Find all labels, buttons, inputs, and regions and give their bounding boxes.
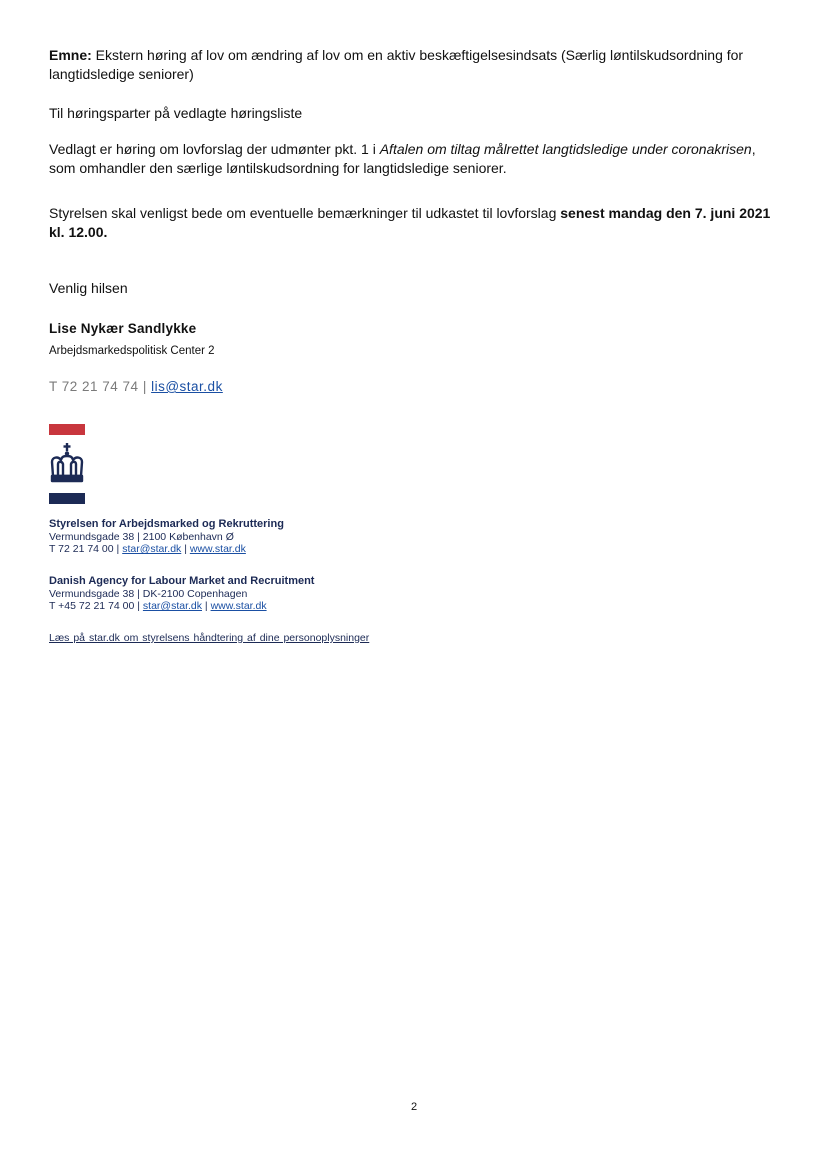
privacy-policy-link[interactable]: Læs på star.dk om styrelsens håndtering af dine personoplysninger — [49, 632, 370, 644]
agency-logo — [49, 424, 85, 504]
agency-address-english: Vermundsgade 38 | DK-2100 Copenhagen — [49, 587, 248, 600]
agency-contact-english: T +45 72 21 74 00 | star@star.dk | www.star.dk — [49, 600, 267, 612]
signature-email-link[interactable]: lis@star.dk — [151, 379, 223, 394]
agency-email-link-danish[interactable]: star@star.dk — [122, 543, 182, 555]
logo-red-bar — [49, 424, 85, 435]
deadline: senest mandag den 7. juni 2021 kl. 12.00. — [49, 205, 771, 240]
greeting: Venlig hilsen — [49, 280, 128, 296]
subject-line — [49, 46, 779, 84]
signature-phone: T 72 21 74 74 — [49, 379, 139, 394]
agency-address-danish: Vermundsgade 38 | 2100 København Ø — [49, 530, 234, 543]
agency-email-link-english[interactable]: star@star.dk — [142, 600, 202, 612]
body1-text: Vedlagt er høring om lovforslag der udmønter pkt. 1 i — [49, 141, 380, 157]
body-paragraph-2 — [49, 204, 779, 242]
agency-block-danish — [49, 518, 284, 556]
subject-label: Emne: — [49, 47, 92, 63]
agency-block-english — [49, 575, 314, 613]
agency-contact-danish: T 72 21 74 00 | star@star.dk | www.star.dk — [49, 543, 246, 555]
body-paragraph-1 — [49, 140, 779, 178]
subject-text: Ekstern høring af lov om ændring af lov om en aktiv beskæftigelsesindsats (Særlig løntilskudsordning for langtidsledige seniorer) — [49, 47, 744, 82]
royal-crown-icon — [49, 442, 85, 484]
signature-name: Lise Nykær Sandlykke — [49, 321, 197, 336]
agency-name-danish: Styrelsen for Arbejdsmarked og Rekruttering — [49, 518, 284, 530]
agency-phone-english: T +45 72 21 74 00 — [49, 600, 135, 612]
signature-contact — [49, 377, 223, 396]
body2-text: Styrelsen skal venligst bede om eventuelle bemærkninger til udkastet til lovforslag — [49, 205, 561, 221]
separator: | — [138, 379, 152, 394]
agency-phone-danish: T 72 21 74 00 — [49, 543, 114, 555]
agency-web-link-danish[interactable]: www.star.dk — [189, 543, 246, 555]
signature-department: Arbejdsmarkedspolitisk Center 2 — [49, 345, 215, 357]
page-number: 2 — [410, 1101, 418, 1113]
agreement-title: Aftalen om tiltag målrettet langtidsledige under coronakrisen — [379, 141, 752, 157]
agency-web-link-english[interactable]: www.star.dk — [210, 600, 267, 612]
agency-name-english: Danish Agency for Labour Market and Recruitment — [49, 575, 315, 587]
body1-text-end: , som omhandler den særlige løntilskudsordning for langtidsledige seniorer. — [49, 141, 756, 176]
recipients-line: Til høringsparter på vedlagte høringsliste — [49, 105, 303, 121]
logo-navy-bar — [49, 493, 85, 504]
